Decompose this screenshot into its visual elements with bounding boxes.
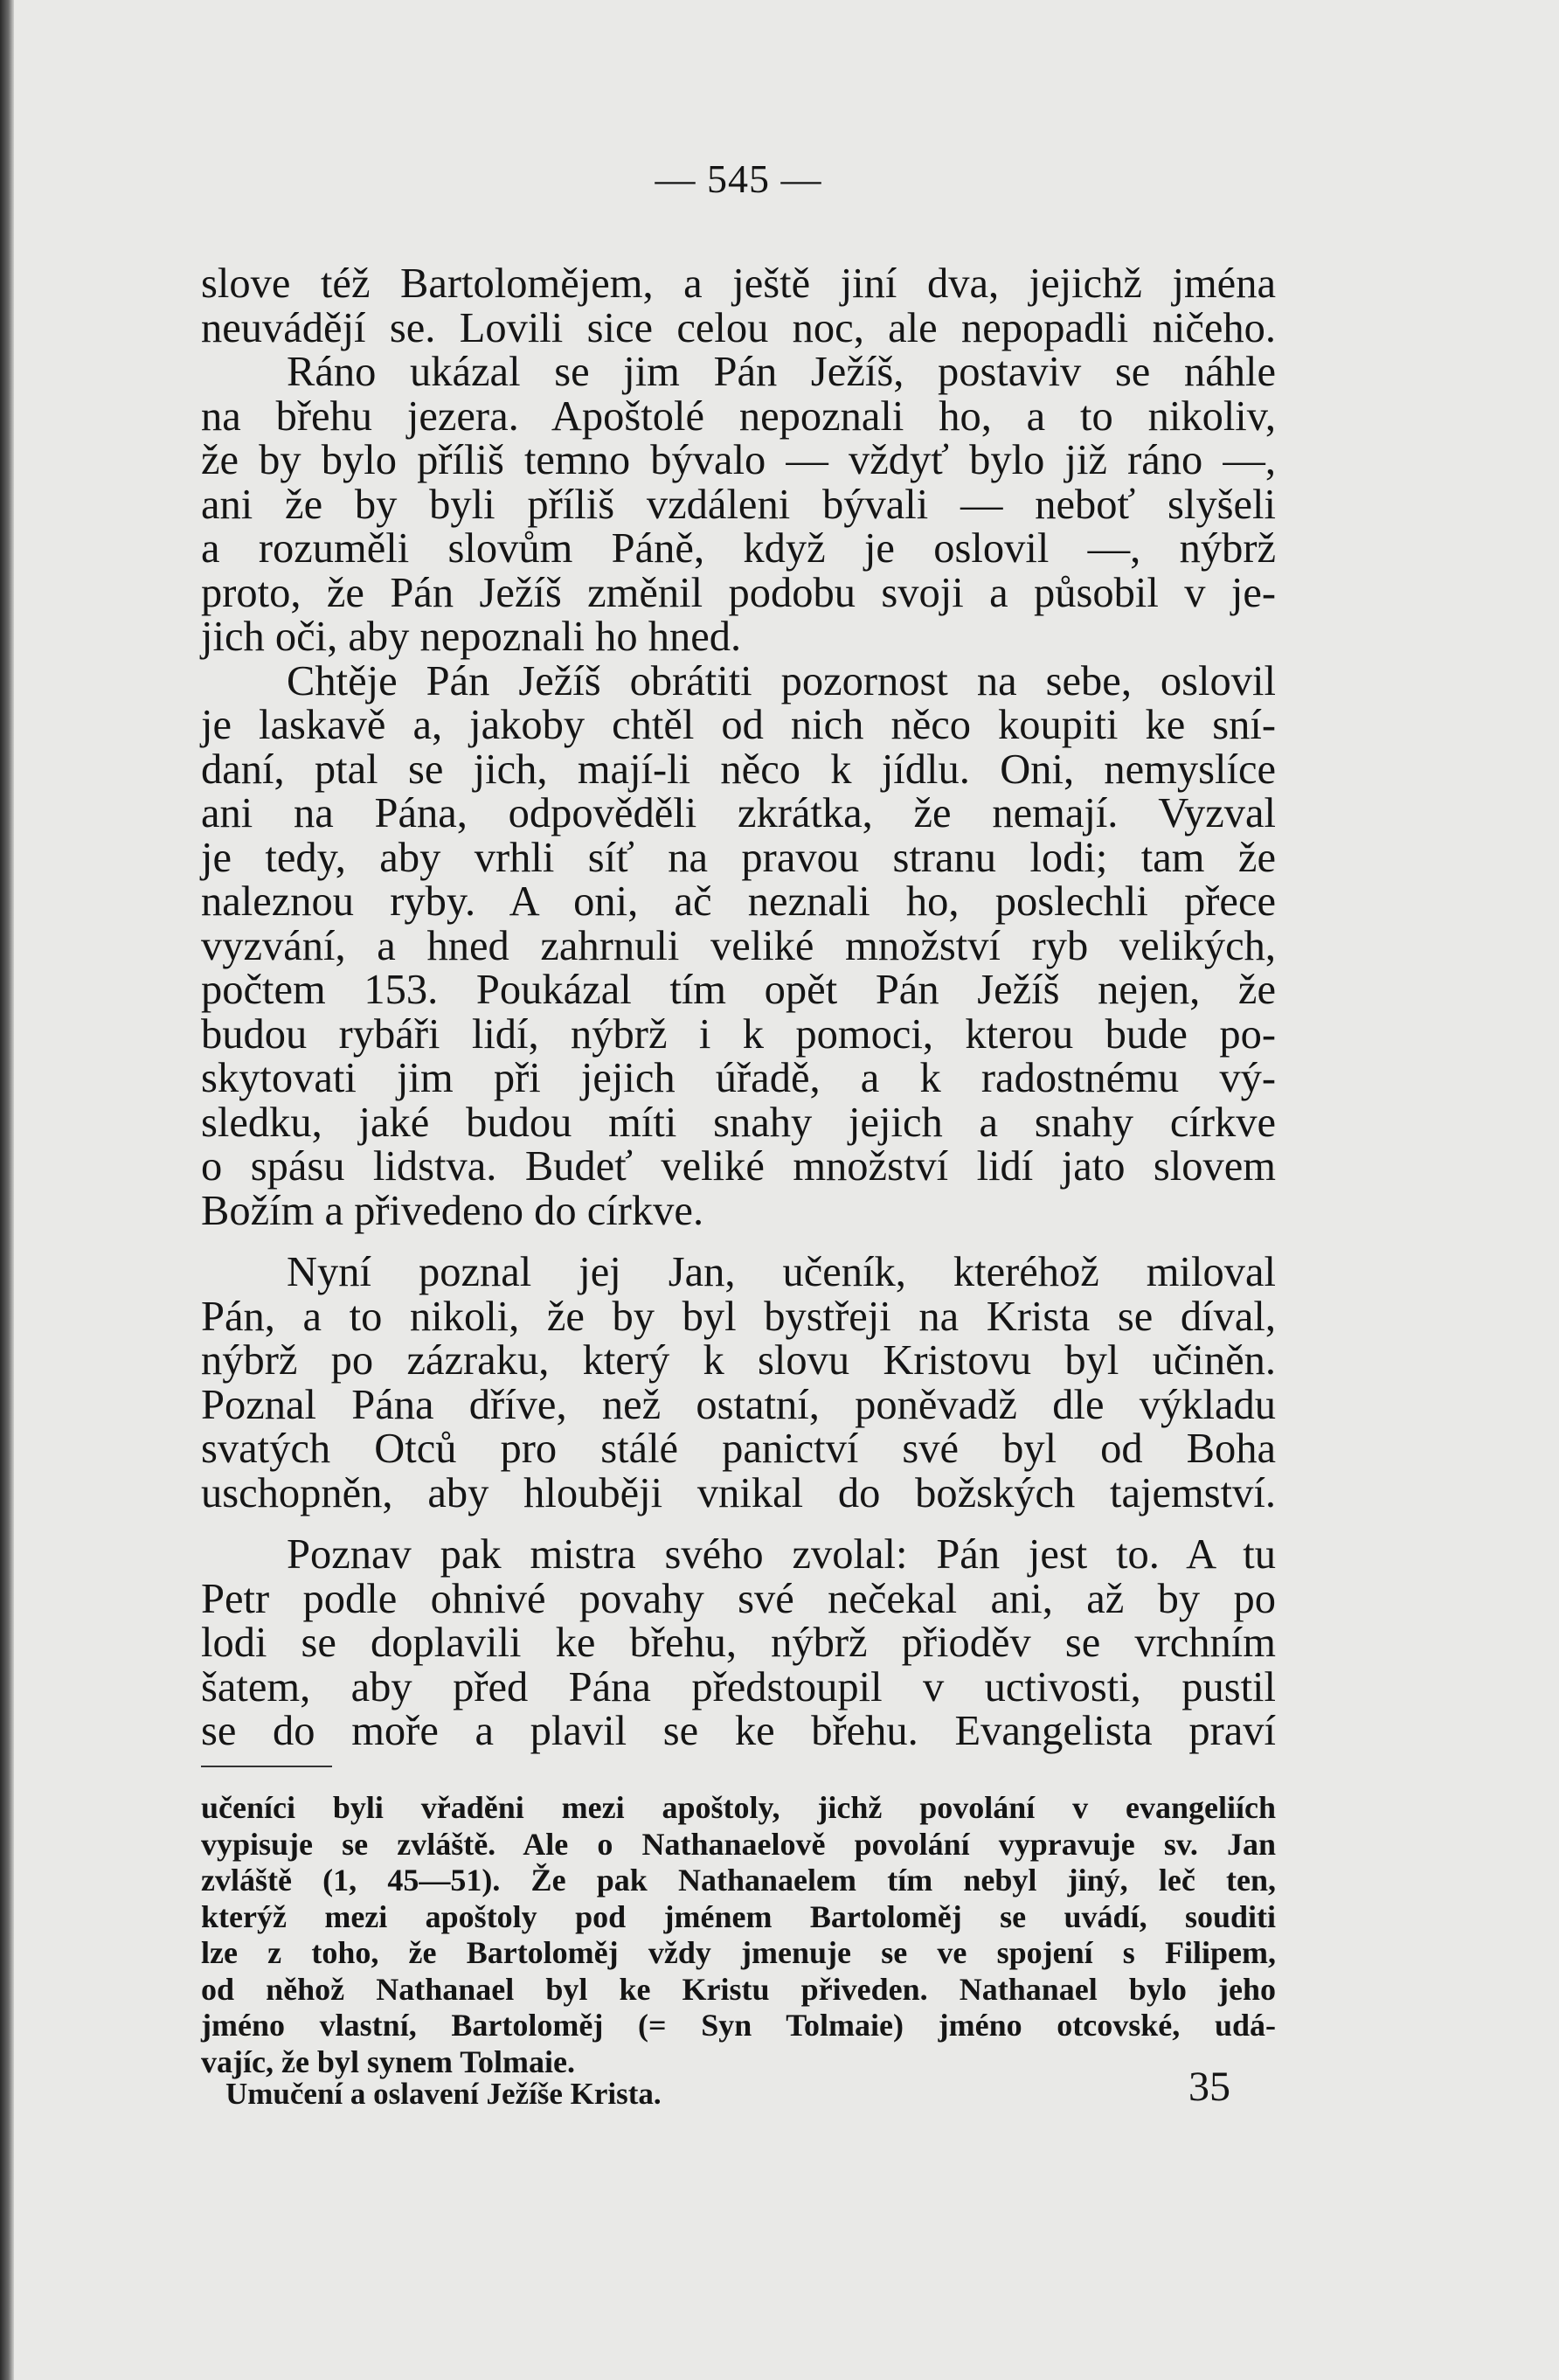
text-line: Božím a přivedeno do církve. <box>201 1187 704 1234</box>
text-line: Poznav pak mistra svého zvolal: Pán jest to. A tu <box>287 1531 1276 1578</box>
text-line: ani na Pána, odpověděli zkrátka, že nemají. Vyzval <box>201 790 1276 836</box>
text-line: je tedy, aby vrhli síť na pravou stranu lodi; tam že <box>201 834 1276 881</box>
text-line: nýbrž po zázraku, který k slovu Kristovu byl učiněn. <box>201 1337 1276 1384</box>
footnote <box>201 1790 1276 2080</box>
text-line: šatem, aby před Pána předstoupil v uctivosti, pustil <box>201 1663 1276 1710</box>
text-line: jich oči, aby nepoznali ho hned. <box>201 614 742 660</box>
footnote-divider <box>201 1766 332 1767</box>
text-line: budou rybáři lidí, nýbrž i k pomoci, kterou bude po- <box>201 1010 1276 1058</box>
text-line: svatých Otců pro stálé panictví své byl od Boha <box>201 1426 1276 1472</box>
text-line: vyzvání, a hned zahrnuli veliké množství ryb velikých, <box>201 922 1276 969</box>
footnote-line: jméno vlastní, Bartoloměj (= Syn Tolmaie) jméno otcovské, udá- <box>201 2008 1276 2043</box>
sheet-number: 35 <box>1188 2064 1230 2110</box>
text-line: počtem 153. Poukázal tím opět Pán Ježíš nejen, že <box>201 967 1276 1013</box>
text-line: o spásu lidstva. Budeť veliké množství lidí jato slovem <box>201 1143 1276 1190</box>
text-line: Poznal Pána dříve, než ostatní, poněvadž dle výkladu <box>201 1381 1276 1428</box>
text-line: uschopněn, aby hlouběji vnikal do božských tajemství. <box>201 1469 1276 1516</box>
text-line: neuvádějí se. Lovili sice celou noc, ale nepopadli ničeho. <box>201 304 1276 351</box>
footnote-line: učeníci byli vřaděni mezi apoštoly, jichž povolání v evangeliích <box>201 1790 1276 1825</box>
printer-signature: Umučení a oslavení Ježíše Krista. <box>225 2077 662 2111</box>
text-line: je laskavě a, jakoby chtěl od nich něco koupiti ke sní- <box>201 702 1276 748</box>
text-line: Petr podle ohnivé povahy své nečekal ani, až by po <box>201 1575 1276 1622</box>
footnote-line: zvláště (1, 45—51). Že pak Nathanaelem tím nebyl jiný, leč ten, <box>201 1863 1276 1898</box>
text-line: na břehu jezera. Apoštolé nepoznali ho, a to nikoliv, <box>201 392 1276 440</box>
text-line: ani že by byli příliš vzdáleni bývali — neboť slyšeli <box>201 481 1276 528</box>
footnote-line: vajíc, že byl synem Tolmaie. <box>201 2043 575 2079</box>
text-line: slove též Bartolomějem, a ještě jiní dva, jejichž jména <box>201 260 1276 307</box>
text-line: Chtěje Pán Ježíš obrátiti pozornost na sebe, oslovil <box>287 657 1276 704</box>
text-line: proto, že Pán Ježíš změnil podobu svoji a působil v je- <box>201 569 1276 616</box>
footnote-line: lze z toho, že Bartoloměj vždy jmenuje se ve spojení s Filipem, <box>201 1935 1276 1970</box>
text-line: naleznou ryby. A oni, ač neznali ho, poslechli přece <box>201 878 1276 925</box>
footnote-line: od něhož Nathanael byl ke Kristu přiveden. Nathanael bylo jeho <box>201 1971 1276 2007</box>
text-line: daní, ptal se jich, mají-li něco k jídlu. Oni, nemyslíce <box>201 746 1276 793</box>
text-line: lodi se doplavili ke břehu, nýbrž přioděv se vrchním <box>201 1620 1276 1666</box>
scan-page-edge <box>0 0 14 2380</box>
text-line: a rozuměli slovům Páně, když je oslovil —, nýbrž <box>201 525 1276 572</box>
text-line: Nyní poznal jej Jan, učeník, kteréhož miloval <box>287 1249 1276 1295</box>
main-text <box>201 262 1276 1754</box>
text-line: skytovati jim při jejich úřadě, a k radostnému vý- <box>201 1055 1276 1101</box>
footnote-line: kterýž mezi apoštoly pod jménem Bartoloměj se uvádí, souditi <box>201 1898 1276 1934</box>
page-number: — 545 — <box>655 156 822 201</box>
text-line: Pán, a to nikoli, že by byl bystřeji na Krista se díval, <box>201 1293 1276 1340</box>
text-line: se do moře a plavil se ke břehu. Evangelista praví <box>201 1708 1276 1754</box>
text-line: sledku, jaké budou míti snahy jejich a snahy církve <box>201 1099 1276 1146</box>
book-page <box>201 0 1276 2380</box>
text-line: Ráno ukázal se jim Pán Ježíš, postaviv se náhle <box>287 349 1276 395</box>
footnote-line: vypisuje se zvláště. Ale o Nathanaelově povolání vypravuje sv. Jan <box>201 1826 1276 1862</box>
text-line: že by bylo příliš temno bývalo — vždyť bylo již ráno —, <box>201 437 1276 483</box>
